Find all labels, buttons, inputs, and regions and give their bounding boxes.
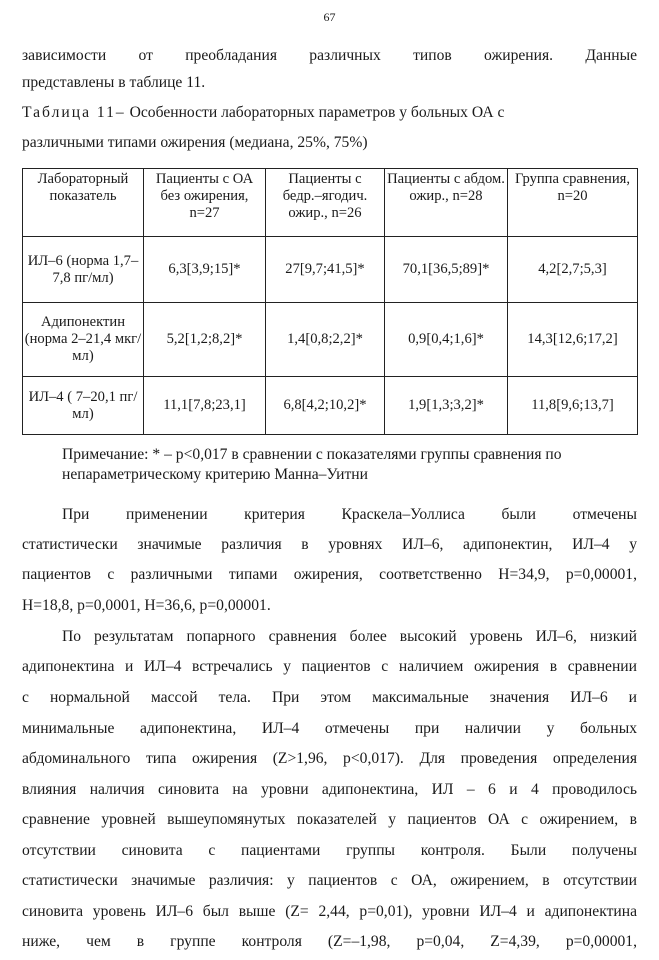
- header-comparison-group: Группа сравнения, n=20: [508, 169, 638, 237]
- row-label: Адипонектин (норма 2–21,4 мкг/мл): [23, 303, 144, 377]
- intro-line-1: зависимости от преобладания различных типов ожирения. Данные: [22, 47, 637, 64]
- table-cell: 27[9,7;41,5]*: [266, 237, 385, 303]
- paragraph-2-line: По результатам попарного сравнения более высокий уровень ИЛ–6, низкий: [62, 628, 637, 645]
- paragraph-1-line: H=18,8, p=0,0001, H=36,6, p=0,00001.: [22, 597, 271, 614]
- table-cell: 70,1[36,5;89]*: [385, 237, 508, 303]
- paragraph-1-line: При применении критерия Краскела–Уоллиса были отмечены: [62, 506, 637, 523]
- header-abdominal-obesity: Пациенты с абдом. ожир., n=28: [385, 169, 508, 237]
- table-cell: 1,9[1,3;3,2]*: [385, 377, 508, 435]
- paragraph-2-line: с нормальной массой тела. При этом максимальные значения ИЛ–6 и: [22, 689, 637, 706]
- paragraph-2-line: абдоминального типа ожирения (Z>1,96, p<0,017). Для проведения определения: [22, 750, 637, 767]
- table-cell: 14,3[12,6;17,2]: [508, 303, 638, 377]
- row-label: ИЛ–4 ( 7–20,1 пг/мл): [23, 377, 144, 435]
- header-lab-parameter: Лабораторный показатель: [23, 169, 144, 237]
- table-cell: 0,9[0,4;1,6]*: [385, 303, 508, 377]
- intro-line-2: представлены в таблице 11.: [22, 74, 206, 91]
- table-cell: 6,8[4,2;10,2]*: [266, 377, 385, 435]
- table-row: [23, 377, 638, 435]
- table-caption: [22, 103, 637, 123]
- table-cell: 4,2[2,7;5,3]: [508, 237, 638, 303]
- row-label: ИЛ–6 (норма 1,7–7,8 пг/мл): [23, 237, 144, 303]
- lab-parameters-table: [22, 168, 638, 435]
- paragraph-2-line: ниже, чем в группе контроля (Z=–1,98, p=0,04, Z=4,39, p=0,00001,: [22, 933, 637, 950]
- paragraph-2-line: минимальные адипонектина, ИЛ–4 отмечены при наличии у больных: [22, 720, 637, 737]
- paragraph-2-line: адипонектина и ИЛ–4 встречались у пациентов с наличием ожирения в сравнении: [22, 658, 637, 675]
- paragraph-2-line: отсутствии синовита с пациентами группы контроля. Были получены: [22, 842, 637, 859]
- paragraph-1-line: статистически значимые различия в уровнях ИЛ–6, адипонектин, ИЛ–4 у: [22, 536, 637, 553]
- paragraph-1-line: пациентов с различными типами ожирения, соответственно H=34,9, p=0,00001,: [22, 566, 637, 583]
- table-row: [23, 303, 638, 377]
- paragraph-2-line: влияния наличия синовита на уровни адипонектина, ИЛ – 6 и 4 проводилось: [22, 781, 637, 798]
- table-cell: 6,3[3,9;15]*: [144, 237, 266, 303]
- paragraph-2-line: статистически значимые различия: у пациентов с ОА, ожирением, в отсутствии: [22, 872, 637, 889]
- header-no-obesity: Пациенты с ОА без ожирения, n=27: [144, 169, 266, 237]
- table-cell: 11,8[9,6;13,7]: [508, 377, 638, 435]
- table-header-row: [23, 169, 638, 237]
- table-caption-line-2: различными типами ожирения (медиана, 25%, 75%): [22, 134, 368, 151]
- header-gluteofemoral-obesity: Пациенты с бедр.–ягодич. ожир., n=26: [266, 169, 385, 237]
- table-note: Примечание: * – p<0,017 в сравнении с показателями группы сравнения по непараметрическому критерию Манна–Уитни: [62, 446, 562, 483]
- paragraph-2-line: сравнение уровней вышеупомянутых показателей у пациентов ОА с ожирением, в: [22, 811, 637, 828]
- table-caption-label: Таблица 11–: [22, 104, 126, 121]
- paragraph-2-line: синовита уровень ИЛ–6 был выше (Z= 2,44, p=0,01), уровни ИЛ–4 и адипонектина: [22, 903, 637, 920]
- page-number: 67: [323, 10, 336, 24]
- table-cell: 1,4[0,8;2,2]*: [266, 303, 385, 377]
- table-cell: 11,1[7,8;23,1]: [144, 377, 266, 435]
- table-cell: 5,2[1,2;8,2]*: [144, 303, 266, 377]
- table-caption-text: Особенности лабораторных параметров у больных ОА с: [125, 104, 505, 121]
- table-row: [23, 237, 638, 303]
